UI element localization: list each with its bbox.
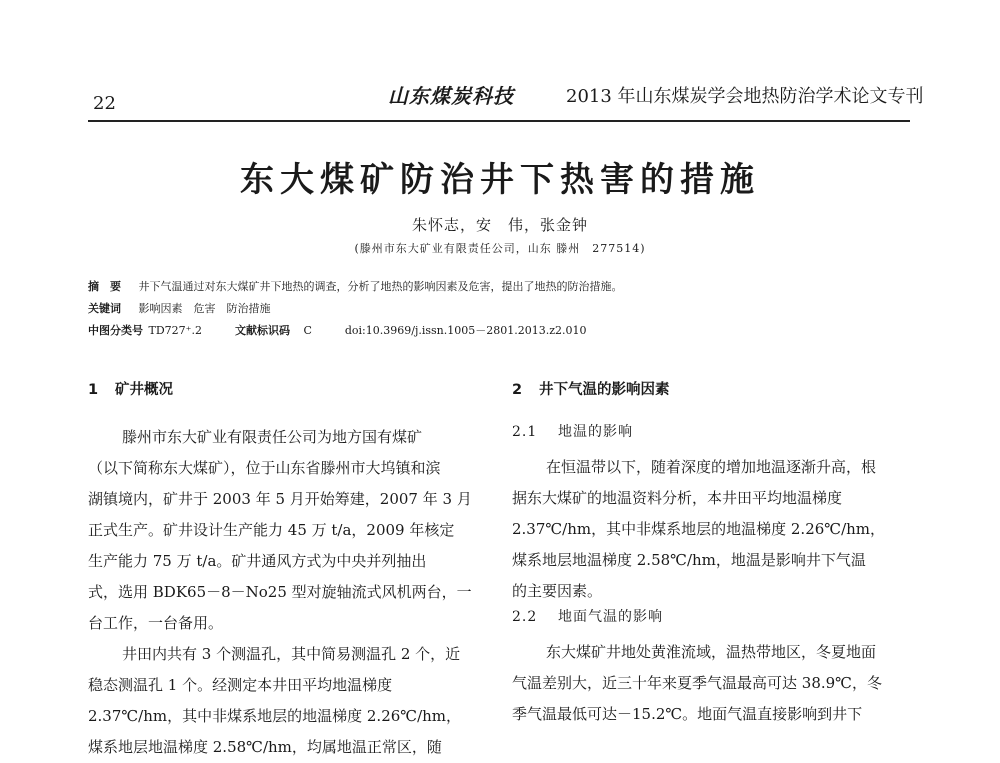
keywords	[88, 300, 271, 316]
text-line: 正式生产。矿井设计生产能力 45 万 t/a，2009 年核定	[88, 521, 455, 539]
article-title: 东大煤矿防治井下热害的措施	[240, 160, 760, 200]
authors: 朱怀志，安 伟，张金钟	[411, 216, 588, 234]
text-line: 东大煤矿井地处黄淮流域，温热带地区，冬夏地面	[546, 643, 877, 661]
class-value: TD727⁺.2	[148, 324, 202, 337]
text-line: 2.37℃/hm，其中非煤系地层的地温梯度 2.26℃/hm，	[88, 707, 462, 725]
text-line: 湖镇境内，矿井于 2003 年 5 月开始筹建，2007 年 3 月	[88, 490, 472, 508]
text-line: 季气温最低可达－15.2℃。地面气温直接影响到井下	[512, 705, 863, 723]
text-line: 滕州市东大矿业有限责任公司为地方国有煤矿	[122, 428, 423, 446]
text-line: 2.37℃/hm，其中非煤系地层的地温梯度 2.26℃/hm，	[512, 520, 886, 538]
text-line: 据东大煤矿的地温资料分析，本井田平均地温梯度	[512, 489, 843, 507]
subsection-title: 地温的影响	[558, 424, 633, 440]
subsection-number: 2.1	[512, 424, 538, 440]
doc-code-value: C	[303, 324, 312, 337]
paragraph-2-1	[512, 452, 907, 607]
text-line: 气温差别大，近三十年来夏季气温最高可达 38.9℃，冬	[512, 674, 882, 692]
header-divider	[88, 120, 910, 122]
page-number: 22	[93, 93, 116, 114]
subsection-heading-2-2	[512, 607, 907, 637]
section-title: 矿井概况	[115, 382, 173, 398]
section-title: 井下气温的影响因素	[539, 382, 670, 398]
doi: doi:10.3969/j.issn.1005－2801.2013.z2.010	[344, 324, 587, 337]
keywords-text: 影响因素 危害 防治措施	[138, 302, 271, 315]
left-column	[88, 380, 483, 763]
right-column	[512, 380, 907, 730]
section-heading-2	[512, 380, 907, 410]
section-number: 1	[88, 382, 99, 398]
subsection-title: 地面气温的影响	[558, 609, 663, 625]
paragraph-1	[88, 422, 483, 639]
text-line: 井田内共有 3 个测温孔，其中简易测温孔 2 个，近	[122, 645, 461, 663]
text-line: 生产能力 75 万 t/a。矿井通风方式为中央并列抽出	[88, 552, 427, 570]
class-label: 中图分类号	[88, 324, 143, 337]
subsection-heading-2-1	[512, 422, 907, 452]
section-number: 2	[512, 382, 523, 398]
classification	[88, 322, 587, 338]
journal-issue-title: 2013 年山东煤炭学会地热防治学术论文专刊	[566, 86, 924, 107]
section-heading-1	[88, 380, 483, 410]
subsection-number: 2.2	[512, 609, 538, 625]
abstract-text: 井下气温通过对东大煤矿井下地热的调查，分析了地热的影响因素及危害，提出了地热的防治措施。	[138, 280, 623, 293]
paragraph-2	[88, 639, 483, 763]
text-line: 稳态测温孔 1 个。经测定本井田平均地温梯度	[88, 676, 393, 694]
text-line: 的主要因素。	[512, 582, 603, 600]
keywords-label: 关键词	[88, 302, 121, 315]
text-line: （以下简称东大煤矿），位于山东省滕州市大坞镇和滨	[88, 459, 441, 477]
text-line: 台工作，一台备用。	[88, 614, 224, 632]
abstract-label: 摘 要	[88, 280, 121, 293]
text-line: 在恒温带以下，随着深度的增加地温逐渐升高，根	[546, 458, 877, 476]
text-line: 煤系地层地温梯度 2.58℃/hm，地温是影响井下气温	[512, 551, 866, 569]
text-line: 式，选用 BDK65－8－No25 型对旋轴流式风机两台，一	[88, 583, 472, 601]
journal-logo: 山东煤炭科技	[388, 84, 514, 108]
abstract	[88, 278, 623, 294]
text-line: 煤系地层地温梯度 2.58℃/hm，均属地温正常区，随	[88, 738, 442, 756]
affiliation: (滕州市东大矿业有限责任公司，山东 滕州 277514)	[354, 242, 646, 255]
doc-code-label: 文献标识码	[234, 324, 290, 337]
paragraph-2-2	[512, 637, 907, 730]
